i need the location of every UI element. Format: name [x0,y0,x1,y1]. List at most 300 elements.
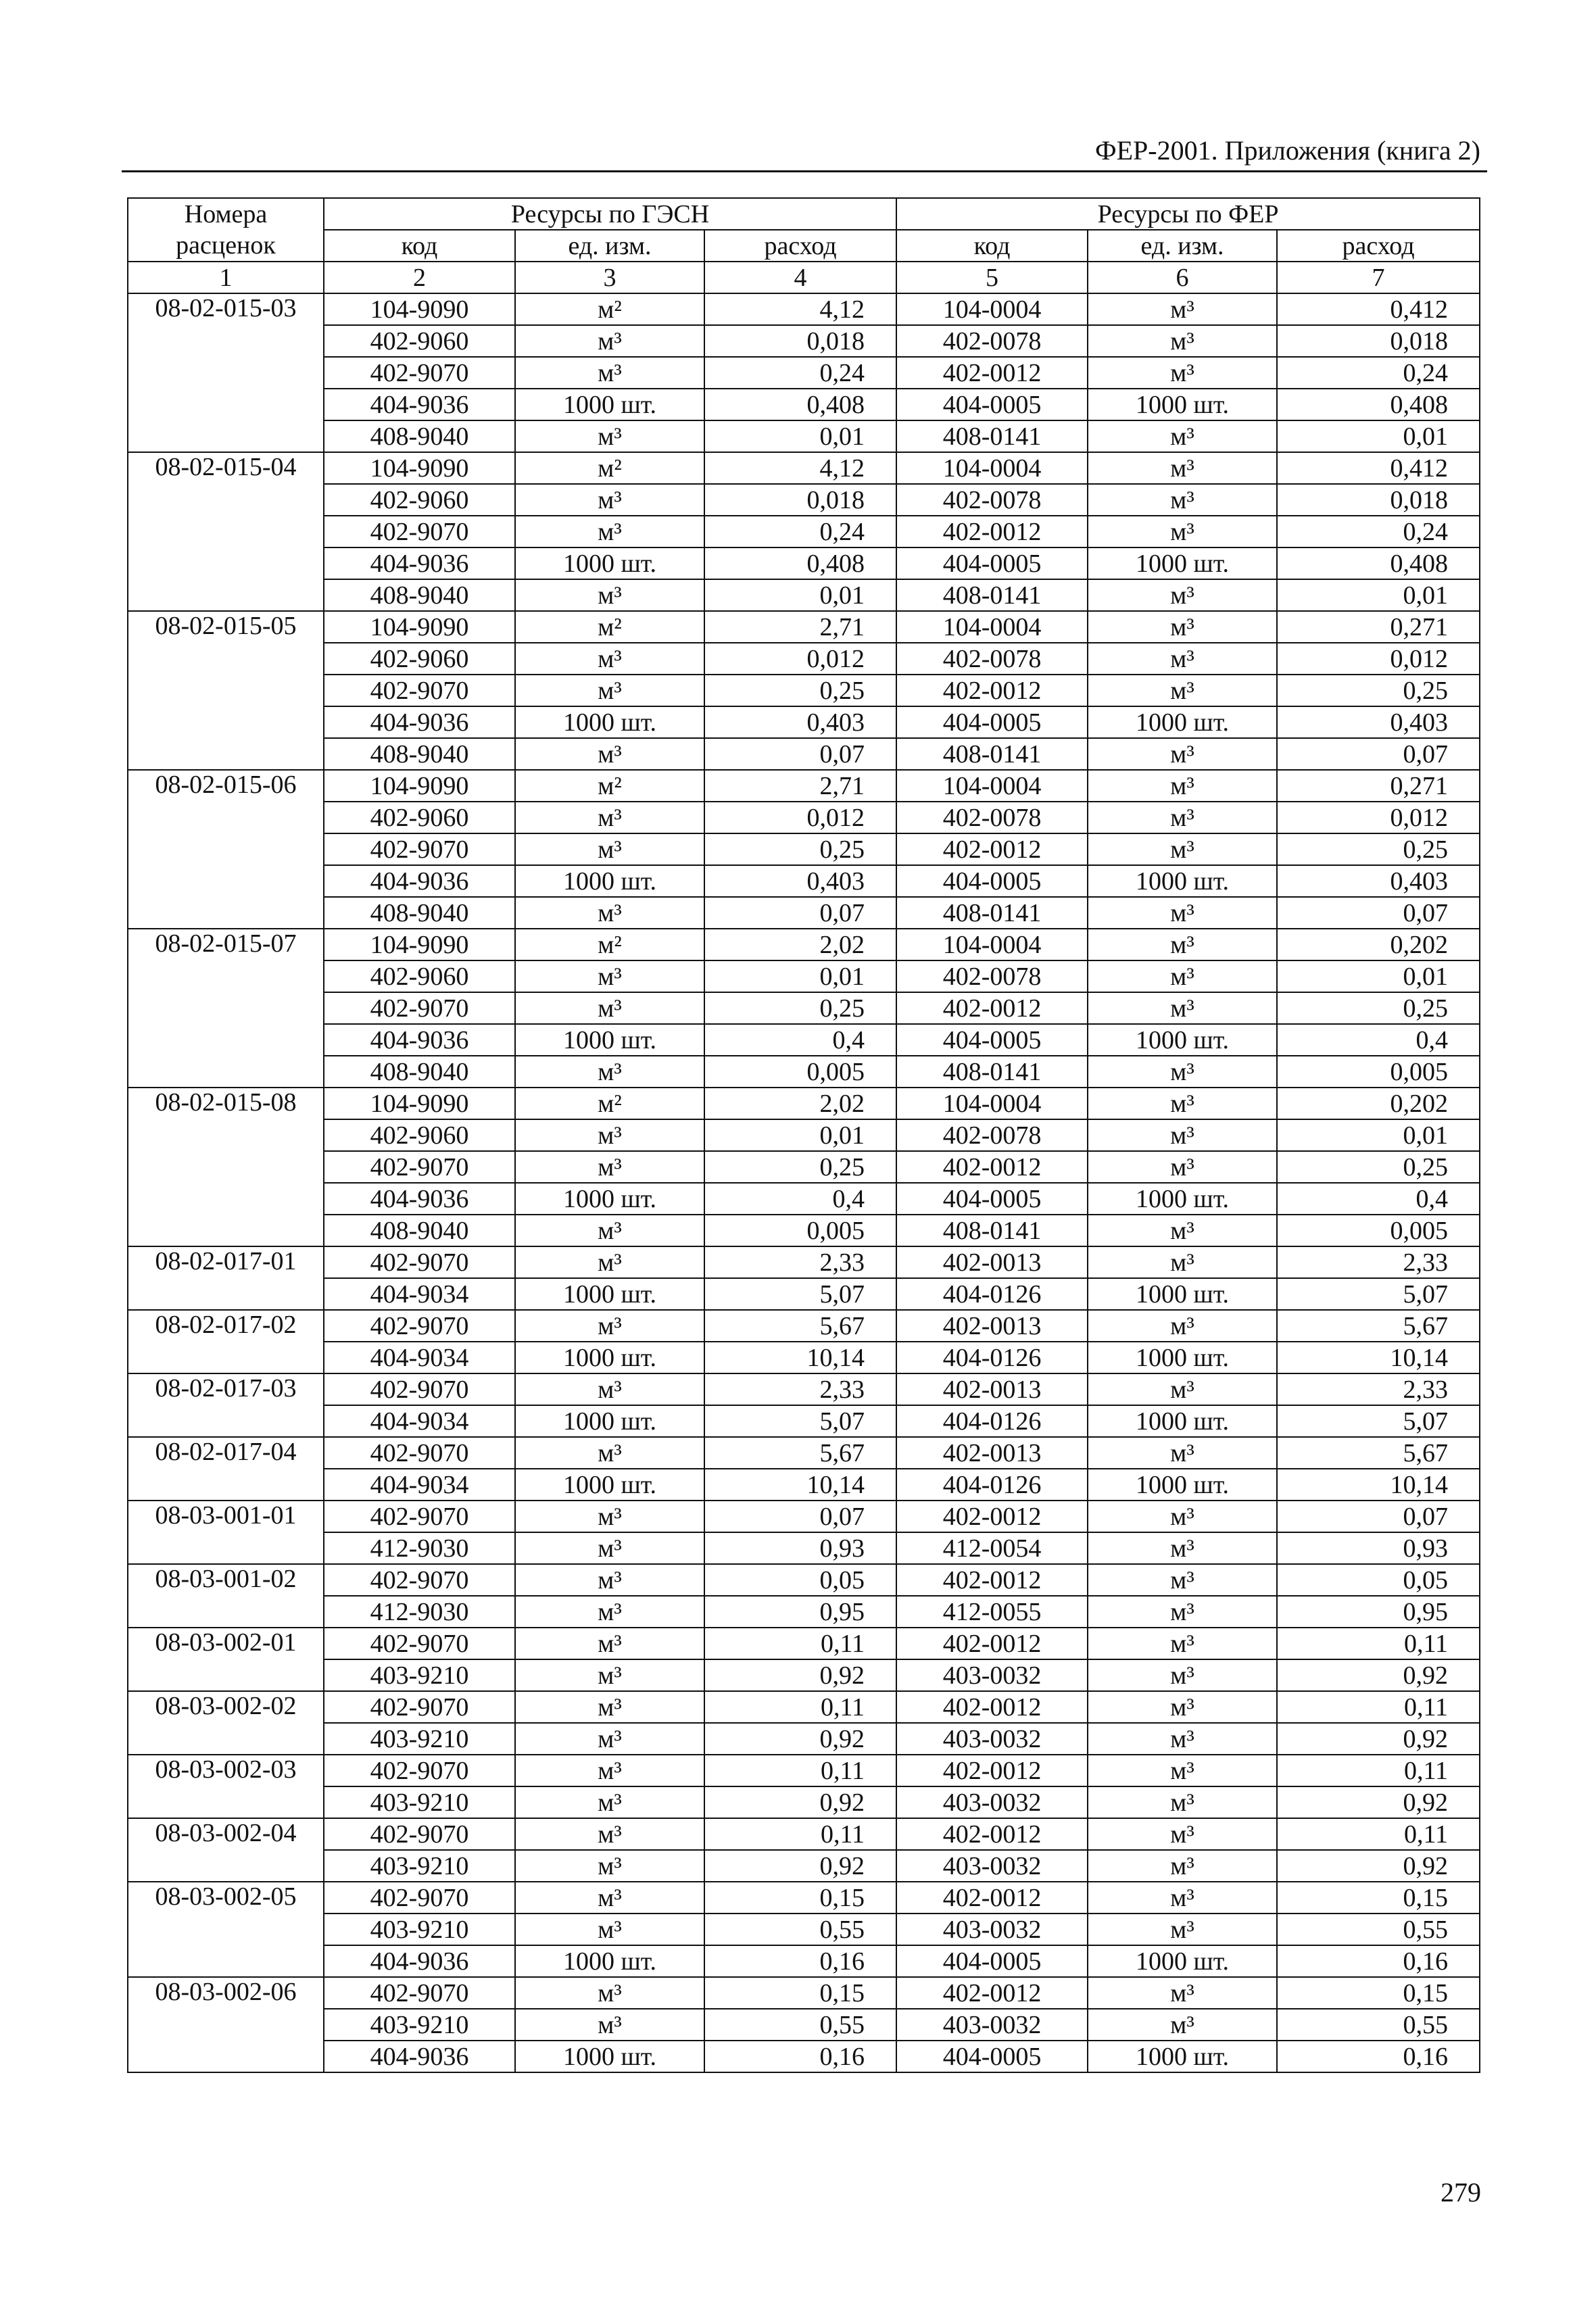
gesn-code-cell: 402-9070 [324,1373,515,1405]
table-row [128,2009,1480,2041]
gesn-code-cell: 408-9040 [324,897,515,929]
fer-unit-cell: м³ [1088,1818,1277,1850]
fer-code-cell: 404-0005 [896,865,1088,897]
gesn-code-cell: 402-9070 [324,675,515,706]
fer-amount-cell: 0,55 [1277,2009,1480,2041]
gesn-code-cell: 104-9090 [324,929,515,960]
gesn-code-cell: 403-9210 [324,1659,515,1691]
fer-code-cell: 408-0141 [896,420,1088,452]
resources-table [127,197,1480,2073]
fer-code-cell: 408-0141 [896,1056,1088,1088]
fer-code-cell: 104-0004 [896,770,1088,802]
header-gesn-code: код [324,230,515,262]
fer-code-cell: 404-0005 [896,389,1088,420]
fer-code-cell: 402-0012 [896,1882,1088,1914]
gesn-unit-cell: м² [515,1088,704,1119]
fer-unit-cell: м³ [1088,611,1277,643]
fer-unit-cell: м³ [1088,1628,1277,1659]
gesn-code-cell: 408-9040 [324,738,515,770]
fer-code-cell: 104-0004 [896,611,1088,643]
gesn-unit-cell: м³ [515,2009,704,2041]
gesn-unit-cell: м³ [515,484,704,516]
gesn-code-cell: 404-9034 [324,1342,515,1373]
fer-amount-cell: 0,01 [1277,960,1480,992]
fer-code-cell: 408-0141 [896,579,1088,611]
fer-unit-cell: м³ [1088,484,1277,516]
gesn-amount-cell: 0,16 [704,1945,896,1977]
fer-amount-cell: 0,4 [1277,1183,1480,1215]
fer-code-cell: 403-0032 [896,1786,1088,1818]
gesn-code-cell: 403-9210 [324,2009,515,2041]
fer-code-cell: 408-0141 [896,1215,1088,1246]
gesn-amount-cell: 0,07 [704,738,896,770]
gesn-amount-cell: 0,25 [704,1151,896,1183]
table-row [128,2041,1480,2072]
gesn-unit-cell: м³ [515,1532,704,1564]
gesn-amount-cell: 0,55 [704,2009,896,2041]
fer-unit-cell: м³ [1088,738,1277,770]
fer-code-cell: 403-0032 [896,1914,1088,1945]
fer-code-cell: 402-0013 [896,1310,1088,1342]
table-row [128,1882,1480,1914]
gesn-amount-cell: 0,408 [704,389,896,420]
gesn-code-cell: 408-9040 [324,579,515,611]
gesn-amount-cell: 0,15 [704,1977,896,2009]
fer-unit-cell: 1000 шт. [1088,1405,1277,1437]
table-row [128,1405,1480,1437]
fer-unit-cell: м³ [1088,1755,1277,1786]
fer-unit-cell: 1000 шт. [1088,1469,1277,1501]
fer-amount-cell: 0,92 [1277,1786,1480,1818]
table-row [128,1818,1480,1850]
fer-amount-cell: 5,67 [1277,1310,1480,1342]
rate-number-cell: 08-03-001-01 [128,1501,324,1564]
gesn-unit-cell: м³ [515,960,704,992]
fer-unit-cell: м³ [1088,1151,1277,1183]
table-row [128,833,1480,865]
gesn-unit-cell: м³ [515,643,704,675]
gesn-unit-cell: м² [515,770,704,802]
table-row [128,865,1480,897]
gesn-code-cell: 402-9070 [324,1151,515,1183]
fer-unit-cell: м³ [1088,770,1277,802]
table-row [128,1914,1480,1945]
fer-unit-cell: м³ [1088,675,1277,706]
gesn-code-cell: 408-9040 [324,1056,515,1088]
gesn-unit-cell: 1000 шт. [515,2041,704,2072]
gesn-code-cell: 403-9210 [324,1914,515,1945]
gesn-code-cell: 402-9070 [324,357,515,389]
gesn-code-cell: 402-9070 [324,1882,515,1914]
gesn-amount-cell: 0,92 [704,1659,896,1691]
gesn-amount-cell: 0,15 [704,1882,896,1914]
gesn-unit-cell: м³ [515,1659,704,1691]
fer-amount-cell: 0,92 [1277,1850,1480,1882]
table-row [128,1119,1480,1151]
fer-unit-cell: м³ [1088,802,1277,833]
gesn-amount-cell: 5,07 [704,1405,896,1437]
gesn-amount-cell: 0,92 [704,1850,896,1882]
header-gesn-unit: ед. изм. [515,230,704,262]
rate-number-cell: 08-03-001-02 [128,1564,324,1628]
table-body [128,293,1480,2072]
fer-code-cell: 404-0005 [896,547,1088,579]
gesn-unit-cell: м³ [515,1215,704,1246]
fer-code-cell: 402-0012 [896,1628,1088,1659]
fer-code-cell: 403-0032 [896,1850,1088,1882]
fer-amount-cell: 5,07 [1277,1278,1480,1310]
gesn-unit-cell: м³ [515,357,704,389]
fer-amount-cell: 0,15 [1277,1977,1480,2009]
gesn-amount-cell: 0,4 [704,1183,896,1215]
gesn-amount-cell: 0,408 [704,547,896,579]
fer-unit-cell: м³ [1088,579,1277,611]
fer-amount-cell: 2,33 [1277,1373,1480,1405]
gesn-unit-cell: м² [515,293,704,325]
rate-number-cell: 08-02-015-05 [128,611,324,770]
fer-code-cell: 104-0004 [896,293,1088,325]
gesn-code-cell: 404-9034 [324,1469,515,1501]
fer-code-cell: 402-0078 [896,802,1088,833]
fer-unit-cell: м³ [1088,833,1277,865]
fer-unit-cell: м³ [1088,1373,1277,1405]
rate-number-cell: 08-02-015-03 [128,293,324,452]
gesn-unit-cell: м³ [515,1501,704,1532]
fer-code-cell: 402-0012 [896,1977,1088,2009]
fer-amount-cell: 0,005 [1277,1215,1480,1246]
gesn-unit-cell: м³ [515,1786,704,1818]
gesn-amount-cell: 0,018 [704,484,896,516]
gesn-unit-cell: м³ [515,325,704,357]
fer-unit-cell: м³ [1088,1056,1277,1088]
running-title: ФЕР-2001. Приложения (книга 2) [1095,135,1480,166]
gesn-amount-cell: 0,07 [704,1501,896,1532]
fer-amount-cell: 0,16 [1277,2041,1480,2072]
fer-unit-cell: м³ [1088,929,1277,960]
fer-amount-cell: 0,11 [1277,1691,1480,1723]
fer-unit-cell: м³ [1088,1246,1277,1278]
fer-unit-cell: м³ [1088,420,1277,452]
header-fer-unit: ед. изм. [1088,230,1277,262]
gesn-code-cell: 403-9210 [324,1850,515,1882]
fer-unit-cell: м³ [1088,1437,1277,1469]
fer-amount-cell: 0,16 [1277,1945,1480,1977]
fer-amount-cell: 0,24 [1277,357,1480,389]
fer-code-cell: 402-0012 [896,1564,1088,1596]
fer-unit-cell: м³ [1088,1532,1277,1564]
rate-number-cell: 08-02-015-08 [128,1088,324,1246]
gesn-code-cell: 402-9070 [324,1691,515,1723]
gesn-code-cell: 404-9036 [324,1945,515,1977]
table-row [128,960,1480,992]
fer-code-cell: 402-0012 [896,1818,1088,1850]
fer-unit-cell: 1000 шт. [1088,1183,1277,1215]
table-row [128,1723,1480,1755]
fer-unit-cell: 1000 шт. [1088,1342,1277,1373]
fer-code-cell: 404-0126 [896,1342,1088,1373]
table-row [128,1945,1480,1977]
gesn-unit-cell: 1000 шт. [515,1278,704,1310]
table-row [128,547,1480,579]
fer-unit-cell: 1000 шт. [1088,389,1277,420]
gesn-amount-cell: 0,4 [704,1024,896,1056]
gesn-unit-cell: 1000 шт. [515,865,704,897]
gesn-code-cell: 104-9090 [324,1088,515,1119]
fer-amount-cell: 0,07 [1277,897,1480,929]
gesn-amount-cell: 2,71 [704,611,896,643]
gesn-code-cell: 408-9040 [324,420,515,452]
table-row [128,770,1480,802]
fer-unit-cell: м³ [1088,992,1277,1024]
gesn-unit-cell: м³ [515,1755,704,1786]
gesn-code-cell: 404-9034 [324,1278,515,1310]
gesn-amount-cell: 0,012 [704,643,896,675]
gesn-unit-cell: м³ [515,1246,704,1278]
gesn-unit-cell: м³ [515,1914,704,1945]
gesn-unit-cell: 1000 шт. [515,547,704,579]
gesn-amount-cell: 10,14 [704,1469,896,1501]
column-number: 2 [324,262,515,293]
gesn-amount-cell: 0,16 [704,2041,896,2072]
gesn-amount-cell: 0,005 [704,1056,896,1088]
gesn-amount-cell: 2,33 [704,1246,896,1278]
gesn-unit-cell: 1000 шт. [515,1183,704,1215]
gesn-amount-cell: 5,67 [704,1310,896,1342]
fer-code-cell: 104-0004 [896,929,1088,960]
gesn-amount-cell: 0,05 [704,1564,896,1596]
fer-code-cell: 404-0126 [896,1405,1088,1437]
fer-unit-cell: м³ [1088,325,1277,357]
fer-unit-cell: м³ [1088,1914,1277,1945]
gesn-amount-cell: 0,07 [704,897,896,929]
fer-code-cell: 403-0032 [896,1659,1088,1691]
gesn-amount-cell: 0,25 [704,992,896,1024]
gesn-unit-cell: м² [515,611,704,643]
fer-amount-cell: 0,93 [1277,1532,1480,1564]
gesn-unit-cell: 1000 шт. [515,1024,704,1056]
running-header [122,128,1487,172]
table-row [128,1564,1480,1596]
fer-unit-cell: м³ [1088,1786,1277,1818]
column-number: 4 [704,262,896,293]
fer-unit-cell: м³ [1088,1596,1277,1628]
rate-number-cell: 08-02-015-04 [128,452,324,611]
fer-amount-cell: 0,92 [1277,1659,1480,1691]
gesn-code-cell: 402-9060 [324,802,515,833]
fer-code-cell: 408-0141 [896,897,1088,929]
table-row [128,1246,1480,1278]
gesn-code-cell: 402-9070 [324,1310,515,1342]
header-fer: Ресурсы по ФЕР [896,198,1480,230]
gesn-unit-cell: 1000 шт. [515,1945,704,1977]
table-row [128,1024,1480,1056]
fer-unit-cell: м³ [1088,2009,1277,2041]
gesn-code-cell: 402-9060 [324,1119,515,1151]
fer-amount-cell: 0,408 [1277,389,1480,420]
fer-unit-cell: м³ [1088,643,1277,675]
fer-code-cell: 402-0012 [896,357,1088,389]
rate-number-cell: 08-03-002-03 [128,1755,324,1818]
fer-unit-cell: м³ [1088,357,1277,389]
fer-code-cell: 403-0032 [896,2009,1088,2041]
fer-amount-cell: 0,01 [1277,579,1480,611]
table-row [128,1628,1480,1659]
gesn-unit-cell: м³ [515,1850,704,1882]
gesn-amount-cell: 2,02 [704,1088,896,1119]
fer-unit-cell: 1000 шт. [1088,547,1277,579]
rate-number-cell: 08-02-017-01 [128,1246,324,1310]
fer-code-cell: 404-0005 [896,1183,1088,1215]
gesn-amount-cell: 0,005 [704,1215,896,1246]
table-row [128,516,1480,547]
gesn-amount-cell: 0,25 [704,675,896,706]
fer-code-cell: 402-0012 [896,1691,1088,1723]
gesn-code-cell: 404-9034 [324,1405,515,1437]
gesn-unit-cell: 1000 шт. [515,1469,704,1501]
fer-code-cell: 408-0141 [896,738,1088,770]
gesn-code-cell: 404-9036 [324,2041,515,2072]
table-row [128,1977,1480,2009]
fer-code-cell: 402-0012 [896,1501,1088,1532]
table-row [128,1659,1480,1691]
fer-unit-cell: м³ [1088,1564,1277,1596]
gesn-unit-cell: м³ [515,992,704,1024]
gesn-unit-cell: м³ [515,1628,704,1659]
gesn-unit-cell: м³ [515,897,704,929]
fer-code-cell: 404-0005 [896,706,1088,738]
gesn-unit-cell: м³ [515,1310,704,1342]
column-number: 5 [896,262,1088,293]
fer-amount-cell: 0,15 [1277,1882,1480,1914]
gesn-unit-cell: м³ [515,1056,704,1088]
fer-unit-cell: м³ [1088,452,1277,484]
gesn-code-cell: 402-9060 [324,960,515,992]
gesn-unit-cell: м³ [515,675,704,706]
gesn-unit-cell: м² [515,929,704,960]
gesn-unit-cell: м² [515,452,704,484]
header-rates-bottom: расценок [128,230,324,262]
fer-unit-cell: м³ [1088,1659,1277,1691]
fer-unit-cell: м³ [1088,960,1277,992]
table-row [128,992,1480,1024]
fer-code-cell: 402-0078 [896,325,1088,357]
header-gesn: Ресурсы по ГЭСН [324,198,896,230]
gesn-unit-cell: м³ [515,1151,704,1183]
fer-code-cell: 402-0078 [896,1119,1088,1151]
fer-amount-cell: 0,07 [1277,738,1480,770]
fer-code-cell: 404-0126 [896,1278,1088,1310]
gesn-amount-cell: 0,92 [704,1786,896,1818]
gesn-amount-cell: 2,02 [704,929,896,960]
header-rates-top: Номера [128,198,324,230]
fer-code-cell: 402-0078 [896,643,1088,675]
gesn-amount-cell: 0,403 [704,706,896,738]
column-number: 3 [515,262,704,293]
fer-amount-cell: 0,25 [1277,833,1480,865]
fer-code-cell: 402-0013 [896,1437,1088,1469]
rate-number-cell: 08-03-002-02 [128,1691,324,1755]
gesn-code-cell: 402-9070 [324,1246,515,1278]
rate-number-cell: 08-02-017-03 [128,1373,324,1437]
table-row [128,1215,1480,1246]
fer-amount-cell: 0,012 [1277,643,1480,675]
gesn-code-cell: 402-9070 [324,1437,515,1469]
gesn-unit-cell: м³ [515,1119,704,1151]
fer-amount-cell: 0,95 [1277,1596,1480,1628]
gesn-amount-cell: 0,55 [704,1914,896,1945]
gesn-amount-cell: 0,11 [704,1818,896,1850]
gesn-code-cell: 412-9030 [324,1532,515,1564]
gesn-unit-cell: м³ [515,1882,704,1914]
fer-amount-cell: 0,202 [1277,1088,1480,1119]
gesn-amount-cell: 0,403 [704,865,896,897]
fer-amount-cell: 0,412 [1277,293,1480,325]
gesn-code-cell: 402-9060 [324,643,515,675]
fer-amount-cell: 0,018 [1277,325,1480,357]
gesn-amount-cell: 0,012 [704,802,896,833]
header-fer-amount: расход [1277,230,1480,262]
table-row [128,611,1480,643]
fer-unit-cell: 1000 шт. [1088,706,1277,738]
fer-code-cell: 412-0054 [896,1532,1088,1564]
table-row [128,1342,1480,1373]
gesn-unit-cell: м³ [515,1691,704,1723]
gesn-amount-cell: 0,11 [704,1628,896,1659]
fer-unit-cell: 1000 шт. [1088,1945,1277,1977]
gesn-amount-cell: 0,95 [704,1596,896,1628]
gesn-amount-cell: 10,14 [704,1342,896,1373]
table-row [128,738,1480,770]
gesn-amount-cell: 4,12 [704,452,896,484]
fer-amount-cell: 0,05 [1277,1564,1480,1596]
fer-unit-cell: 1000 шт. [1088,2041,1277,2072]
gesn-code-cell: 402-9070 [324,833,515,865]
fer-unit-cell: м³ [1088,1882,1277,1914]
fer-unit-cell: м³ [1088,1850,1277,1882]
table-row [128,1532,1480,1564]
gesn-unit-cell: м³ [515,1564,704,1596]
gesn-code-cell: 402-9070 [324,1755,515,1786]
table-row [128,484,1480,516]
header-fer-code: код [896,230,1088,262]
gesn-code-cell: 402-9070 [324,1977,515,2009]
table-row [128,1691,1480,1723]
gesn-unit-cell: 1000 шт. [515,706,704,738]
fer-amount-cell: 10,14 [1277,1469,1480,1501]
gesn-code-cell: 404-9036 [324,1183,515,1215]
gesn-unit-cell: 1000 шт. [515,1405,704,1437]
gesn-code-cell: 402-9060 [324,325,515,357]
table-row [128,357,1480,389]
fer-amount-cell: 0,271 [1277,770,1480,802]
fer-amount-cell: 0,271 [1277,611,1480,643]
rate-number-cell: 08-03-002-06 [128,1977,324,2072]
fer-unit-cell: 1000 шт. [1088,865,1277,897]
column-number: 1 [128,262,324,293]
table-row [128,452,1480,484]
table-row [128,1151,1480,1183]
gesn-amount-cell: 2,33 [704,1373,896,1405]
rate-number-cell: 08-03-002-05 [128,1882,324,1977]
fer-code-cell: 402-0078 [896,960,1088,992]
gesn-unit-cell: м³ [515,1437,704,1469]
fer-code-cell: 402-0012 [896,516,1088,547]
table-row [128,1755,1480,1786]
gesn-amount-cell: 0,01 [704,960,896,992]
gesn-code-cell: 404-9036 [324,547,515,579]
table-row [128,706,1480,738]
gesn-unit-cell: м³ [515,516,704,547]
